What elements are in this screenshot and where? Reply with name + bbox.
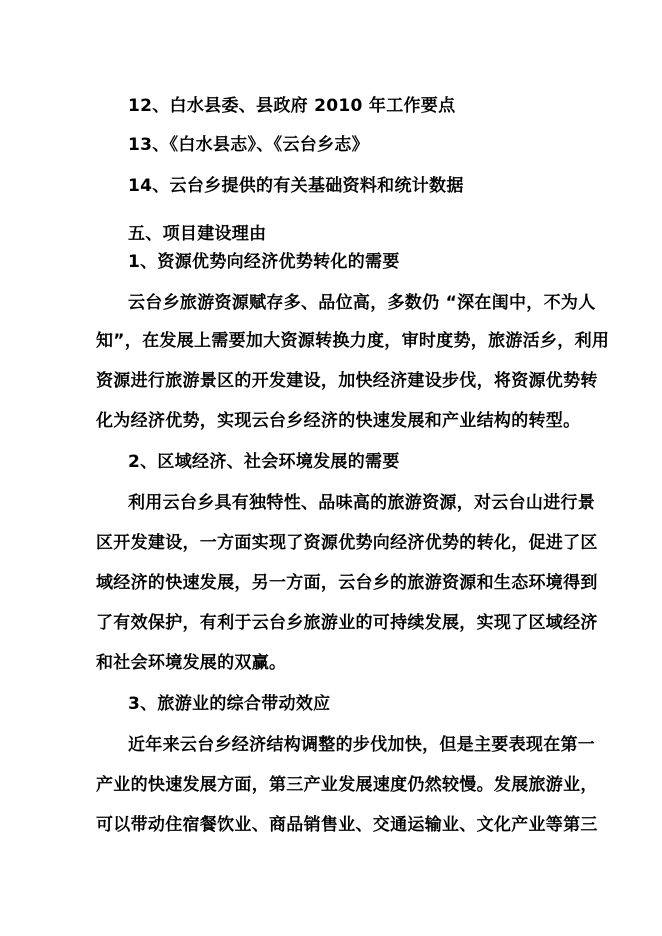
reference-item-14: 14、云台乡提供的有关基础资料和统计数据 (128, 176, 464, 196)
paragraph-2-line-1: 利用云台乡具有独特性、品味高的旅游资源，对云台山进行景 (128, 493, 596, 513)
paragraph-3-line-1: 近年来云台乡经济结构调整的步伐加快，但是主要表现在第一 (128, 735, 596, 755)
reference-item-12: 12、白水县委、县政府 2010 年工作要点 (128, 96, 456, 116)
paragraph-1-line-4: 化为经济优势，实现云台乡经济的快速发展和产业结构的转型。 (96, 411, 581, 431)
paragraph-3-line-2: 产业的快速发展方面，第三产业发展速度仍然较慢。发展旅游业， (96, 775, 598, 795)
section-heading: 五、项目建设理由 (128, 224, 267, 244)
paragraph-1-line-3: 资源进行旅游景区的开发建设，加快经济建设步伐，将资源优势转 (96, 371, 598, 391)
subsection-2-title: 2、区域经济、社会环境发展的需要 (128, 452, 400, 472)
paragraph-2-line-2: 区开发建设，一方面实现了资源优势向经济优势的转化，促进了区 (96, 533, 598, 553)
paragraph-1-line-1: 云台乡旅游资源赋存多、品位高，多数仍 “深在闺中，不为人 (128, 293, 596, 313)
paragraph-1-line-2: 知”，在发展上需要加大资源转换力度，审时度势，旅游活乡，利用 (96, 331, 610, 351)
paragraph-2-line-3: 域经济的快速发展，另一方面，云台乡的旅游资源和生态环境得到 (96, 573, 598, 593)
subsection-1-title: 1、资源优势向经济优势转化的需要 (128, 252, 400, 272)
reference-item-13: 13、《白水县志》、《云台乡志》 (128, 135, 369, 155)
paragraph-3-line-3: 可以带动住宿餐饮业、商品销售业、交通运输业、文化产业等第三 (96, 815, 598, 835)
subsection-3-title: 3、旅游业的综合带动效应 (128, 694, 331, 714)
paragraph-2-line-4: 了有效保护，有利于云台乡旅游业的可持续发展，实现了区域经济 (96, 613, 598, 633)
paragraph-2-line-5: 和社会环境发展的双赢。 (96, 653, 287, 673)
